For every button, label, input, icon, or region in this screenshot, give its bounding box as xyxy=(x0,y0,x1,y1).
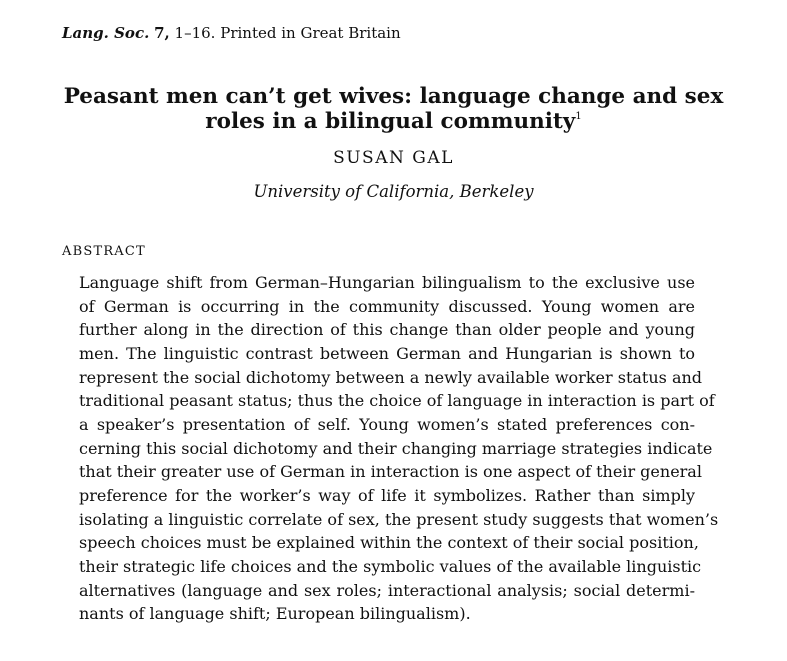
abstract-body xyxy=(79,271,719,626)
abstract-line: preference for the worker’s way of life it symbolizes. Rather than simply xyxy=(79,485,695,505)
journal-abbreviation: Lang. Soc. xyxy=(62,24,150,42)
author-name: SUSAN GAL xyxy=(333,148,454,168)
abstract-line: traditional peasant status; thus the choice of language in interaction is part of xyxy=(79,391,715,411)
abstract-line: their strategic life choices and the symbolic values of the available linguistic xyxy=(79,556,702,576)
abstract-line: Language shift from German–Hungarian bilingualism to the exclusive use xyxy=(79,273,695,292)
abstract-heading: ABSTRACT xyxy=(62,244,146,259)
abstract-line: speech choices must be explained within the context of their social position, xyxy=(79,533,699,553)
abstract-line: cerning this social dichotomy and their changing marriage strategies indicate xyxy=(79,438,713,458)
title-line-2: roles in a bilingual community xyxy=(205,109,576,134)
abstract-line: isolating a linguistic correlate of sex, the present study suggests that women’s xyxy=(79,509,719,529)
abstract-line: alternatives (language and sex roles; interactional analysis; social determi- xyxy=(79,580,695,600)
page-range: 1–16. xyxy=(174,24,216,42)
abstract-line: represent the social dichotomy between a newly available worker status and xyxy=(79,367,703,387)
abstract-line: of German is occurring in the community discussed. Young women are xyxy=(79,296,695,316)
abstract-line: nants of language shift; European bilingualism). xyxy=(79,604,471,624)
author-affiliation: University of California, Berkeley xyxy=(253,182,534,201)
title-line-1: Peasant men can’t get wives: language change and sex xyxy=(63,84,724,109)
article-title xyxy=(40,84,747,134)
abstract-line: that their greater use of German in interaction is one aspect of their general xyxy=(79,462,702,482)
abstract-line: further along in the direction of this change than older people and young xyxy=(79,320,695,340)
abstract-line: men. The linguistic contrast between German and Hungarian is shown to xyxy=(79,343,695,363)
title-footnote-mark: 1 xyxy=(575,111,582,122)
abstract-line: a speaker’s presentation of self. Young women’s stated preferences con- xyxy=(79,414,695,434)
volume-number: 7, xyxy=(154,24,170,42)
running-head xyxy=(62,22,401,44)
printing-note: Printed in Great Britain xyxy=(220,24,401,42)
